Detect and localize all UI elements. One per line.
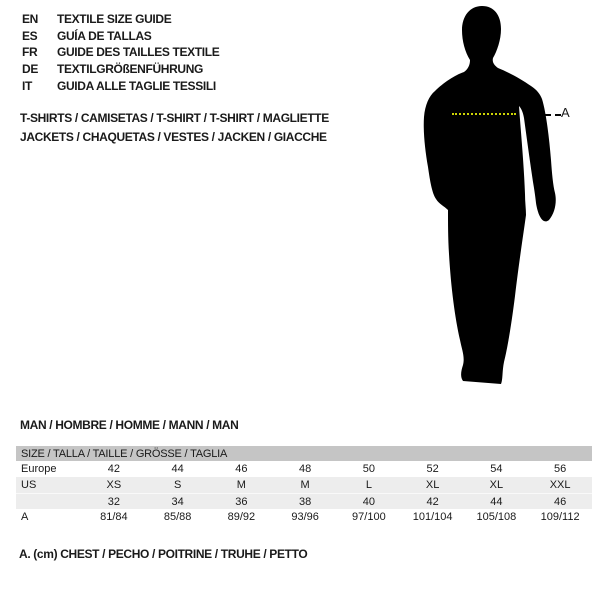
size-cell: M (236, 479, 246, 491)
size-cell: 101/104 (412, 511, 453, 523)
row-label: A (21, 511, 29, 523)
size-cell: 46 (235, 463, 248, 475)
size-cell: 109/112 (540, 511, 580, 523)
size-cell: 89/92 (227, 511, 256, 523)
size-cell: M (300, 479, 310, 491)
language-code: ES (22, 28, 38, 43)
language-code: DE (22, 62, 38, 77)
table-row-chest-a (16, 509, 592, 525)
language-row (22, 44, 219, 61)
category-line-tshirts: T-SHIRTS / CAMISETAS / T-SHIRT / T-SHIRT / MAGLIETTE (20, 111, 329, 125)
table-header (16, 446, 592, 461)
language-title: GUIDE DES TAILLES TEXTILE (57, 45, 220, 60)
garment-category (20, 109, 329, 147)
table-row-unlabeled (16, 493, 592, 509)
language-title: TEXTILGRÖßENFÜHRUNG (57, 62, 204, 77)
size-cell: 32 (107, 495, 120, 508)
size-table (16, 446, 592, 525)
language-title: GUIDA ALLE TAGLIE TESSILI (57, 78, 216, 93)
size-cell: 97/100 (352, 511, 386, 523)
table-row-europe (16, 461, 592, 477)
size-cell: 46 (554, 495, 567, 508)
language-row (22, 61, 219, 78)
size-cell: 81/84 (100, 511, 128, 523)
measure-label-a: A (561, 105, 570, 120)
table-row-us (16, 477, 592, 493)
size-cell: XL (425, 479, 440, 491)
size-cell: 85/88 (163, 511, 192, 523)
language-list (22, 11, 219, 94)
size-cell: L (365, 479, 372, 491)
size-cell: 40 (362, 495, 375, 508)
size-cell: 44 (490, 495, 503, 508)
size-cell: 42 (426, 495, 439, 508)
size-cell: 34 (171, 495, 184, 508)
size-cell: 36 (235, 495, 248, 508)
size-cell: 48 (299, 463, 312, 475)
size-cell: XL (489, 479, 504, 491)
size-cell: S (173, 479, 182, 491)
size-cell: 42 (107, 463, 120, 475)
language-title: GUÍA DE TALLAS (57, 28, 152, 43)
chest-measure-dotted-line (452, 113, 516, 115)
footnote-measure-legend: A. (cm) CHEST / PECHO / POITRINE / TRUHE / PETTO (19, 547, 308, 561)
table-header-label: SIZE / TALLA / TAILLE / GRÖSSE / TAGLIA (21, 447, 228, 460)
man-silhouette-path (424, 6, 556, 384)
man-silhouette (408, 4, 578, 388)
size-cell: 93/96 (291, 511, 319, 523)
size-cell: 52 (426, 463, 439, 475)
measure-dash-line (545, 114, 561, 116)
size-cell: 38 (299, 495, 312, 508)
row-label: US (21, 479, 37, 491)
language-row (22, 11, 219, 28)
language-row (22, 77, 219, 94)
size-cell: XS (106, 479, 122, 491)
section-title: MAN / HOMBRE / HOMME / MANN / MAN (20, 418, 239, 432)
size-cell: 56 (554, 463, 567, 475)
size-cell: 54 (490, 463, 503, 475)
size-cell: XXL (549, 479, 571, 491)
language-code: EN (22, 12, 38, 27)
language-code: FR (22, 45, 38, 60)
size-cell: 44 (171, 463, 184, 475)
language-row (22, 28, 219, 45)
language-title: TEXTILE SIZE GUIDE (57, 12, 172, 27)
language-code: IT (22, 78, 32, 93)
size-cell: 105/108 (476, 511, 517, 523)
size-cell: 50 (362, 463, 375, 475)
category-line-jackets: JACKETS / CHAQUETAS / VESTES / JACKEN / GIACCHE (20, 130, 327, 144)
row-label: Europe (21, 463, 57, 475)
